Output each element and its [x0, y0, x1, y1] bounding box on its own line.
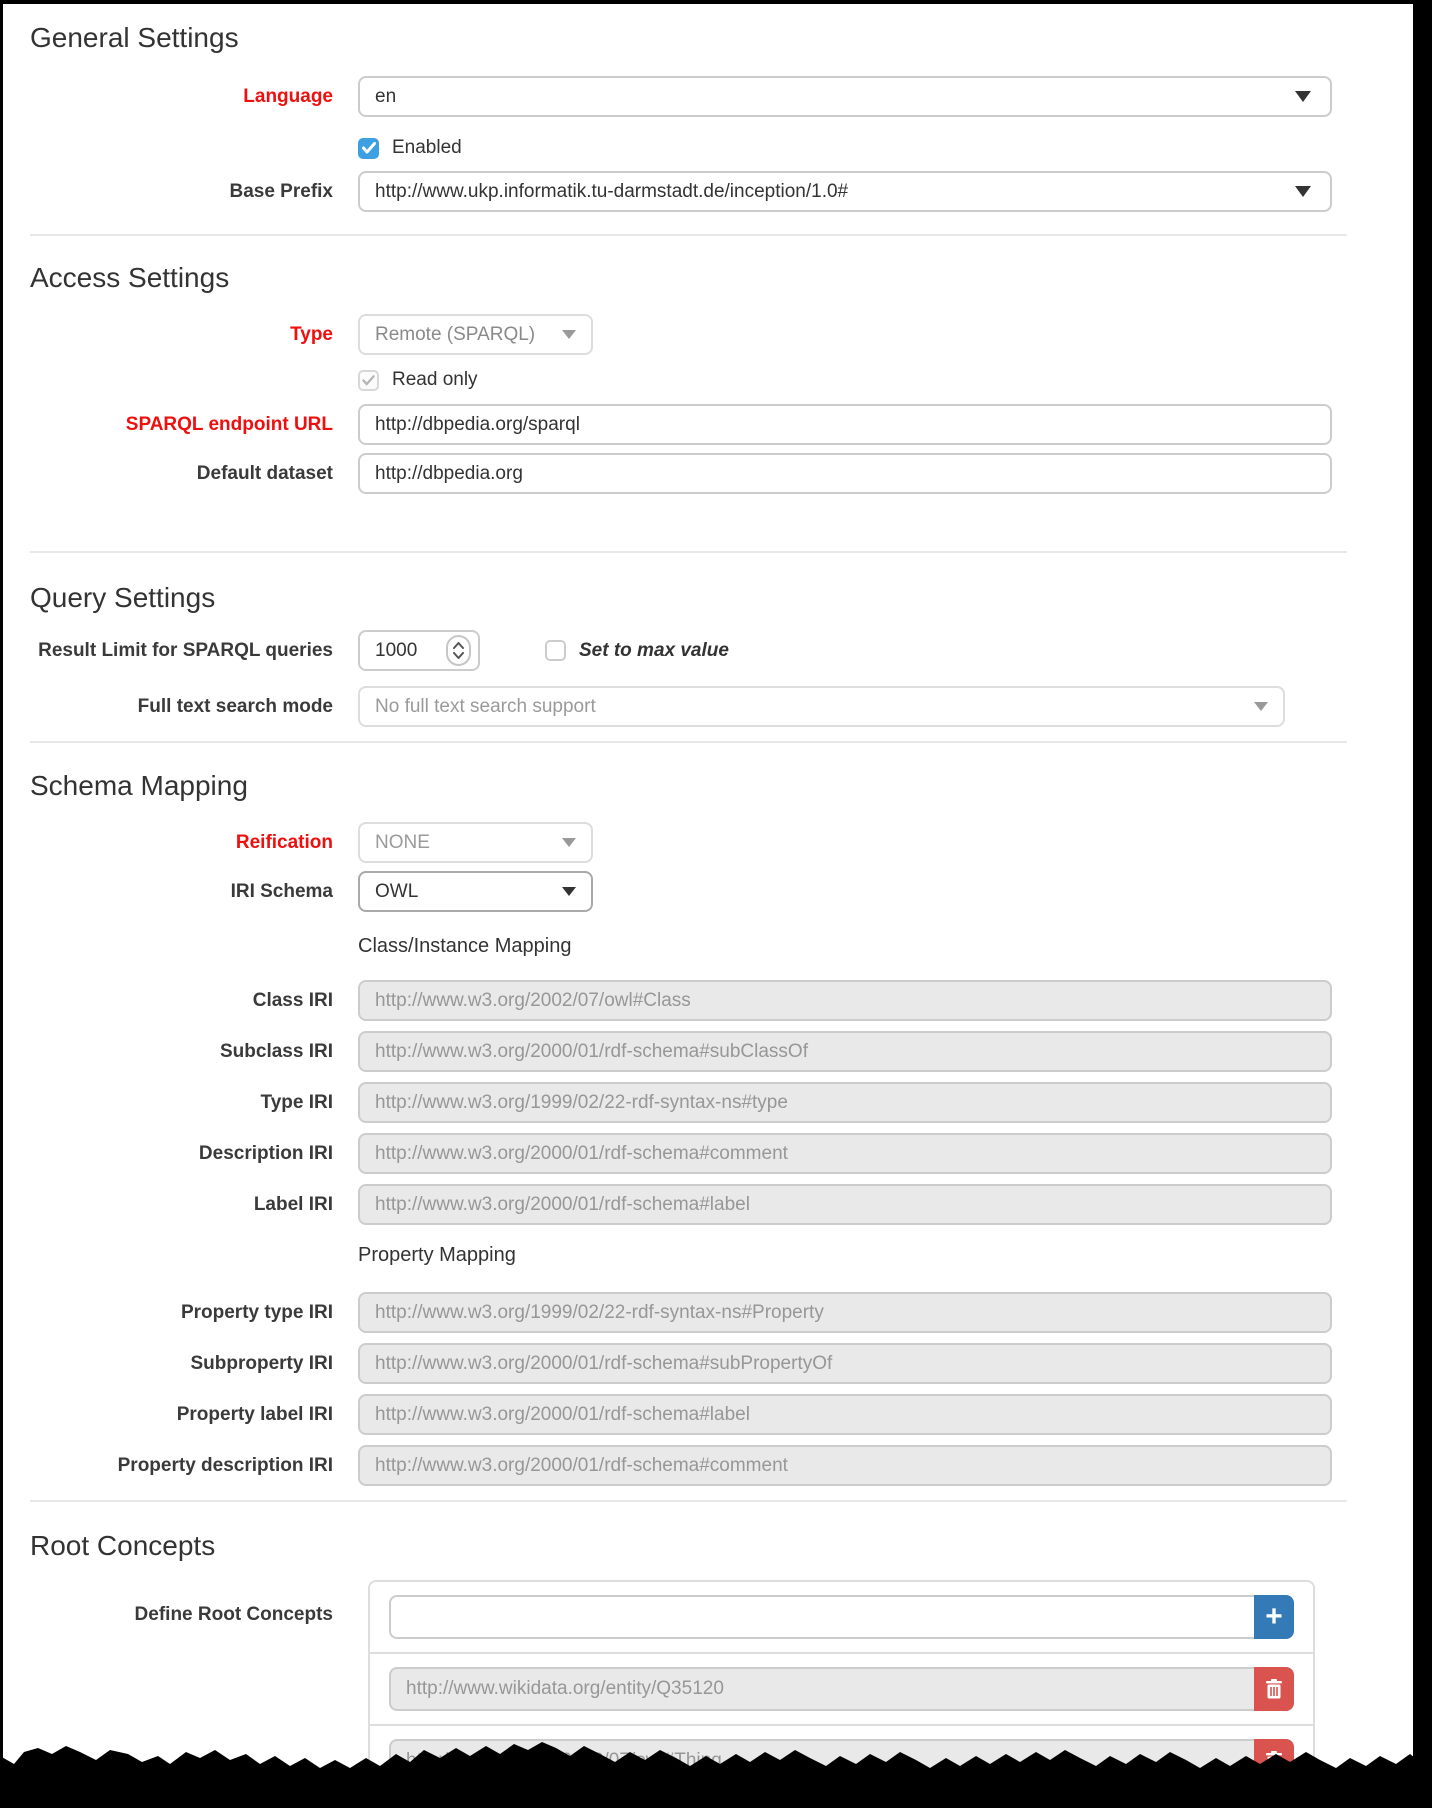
property-label-iri-row [30, 1394, 1317, 1435]
trash-icon [1264, 1678, 1284, 1700]
root-concept-new-input[interactable] [389, 1595, 1254, 1639]
base-prefix-label: Base Prefix [229, 180, 333, 202]
root-concept-item-row [370, 1652, 1313, 1724]
caret-down-icon [562, 330, 576, 339]
property-description-iri-row [30, 1445, 1317, 1486]
reification-row [30, 822, 1317, 863]
type-select[interactable] [358, 314, 593, 355]
caret-down-icon [1254, 702, 1268, 711]
set-max-checkbox-label: Set to max value [579, 639, 729, 661]
dataset-input[interactable] [358, 453, 1332, 494]
iri-schema-select[interactable] [358, 871, 593, 912]
property-description-iri-input [358, 1445, 1332, 1486]
fts-label: Full text search mode [137, 695, 333, 717]
language-label: Language [243, 85, 333, 107]
subproperty-iri-label: Subproperty IRI [190, 1352, 333, 1374]
language-input[interactable] [358, 76, 1332, 117]
add-root-concept-button[interactable] [1254, 1595, 1294, 1639]
language-row [30, 76, 1317, 117]
property-mapping-subheading: Property Mapping [358, 1244, 516, 1266]
endpoint-input[interactable] [358, 404, 1332, 445]
type-row [30, 314, 1317, 355]
property-label-iri-label: Property label IRI [176, 1403, 333, 1425]
screenshot-border-top [0, 0, 1432, 4]
section-divider [30, 551, 1347, 553]
endpoint-row [30, 404, 1317, 445]
result-limit-row [30, 630, 1317, 671]
type-iri-row [30, 1082, 1317, 1123]
property-type-iri-label: Property type IRI [180, 1301, 333, 1323]
description-iri-row [30, 1133, 1317, 1174]
root-concept-new-row [370, 1582, 1313, 1652]
torn-edge [0, 1738, 1432, 1808]
screenshot-border-left [0, 0, 3, 1808]
chevron-down-icon [453, 652, 464, 659]
enabled-checkbox-label: Enabled [392, 137, 462, 158]
class-iri-input [358, 980, 1332, 1021]
plus-icon: + [1265, 1600, 1283, 1633]
delete-root-concept-button[interactable] [1254, 1667, 1294, 1711]
checkmark-icon [362, 142, 376, 154]
property-type-iri-row [30, 1292, 1317, 1333]
fts-select-value: No full text search support [375, 695, 596, 717]
description-iri-input [358, 1133, 1332, 1174]
label-iri-label: Label IRI [253, 1193, 333, 1215]
type-select-value: Remote (SPARQL) [375, 323, 536, 345]
root-concept-value-input [389, 1667, 1254, 1711]
description-iri-label: Description IRI [198, 1142, 333, 1164]
type-label: Type [290, 323, 333, 345]
subclass-iri-label: Subclass IRI [220, 1040, 333, 1062]
enabled-row [30, 137, 1317, 159]
endpoint-label: SPARQL endpoint URL [125, 413, 333, 435]
result-limit-stepper[interactable] [358, 630, 480, 671]
class-iri-row [30, 980, 1317, 1021]
checkmark-icon [362, 375, 375, 386]
reification-select[interactable] [358, 822, 593, 863]
language-combobox[interactable] [358, 76, 1332, 117]
label-iri-row [30, 1184, 1317, 1225]
property-label-iri-input [358, 1394, 1332, 1435]
access-settings-heading: Access Settings [30, 262, 230, 293]
caret-down-icon [562, 838, 576, 847]
set-max-checkbox[interactable] [545, 640, 566, 661]
iri-schema-row [30, 871, 1317, 912]
spinner-arrows-icon[interactable] [446, 635, 471, 666]
fts-row [30, 686, 1317, 727]
dataset-row [30, 453, 1317, 494]
general-settings-heading: General Settings [30, 22, 239, 53]
enabled-checkbox[interactable] [358, 138, 379, 159]
query-settings-heading: Query Settings [30, 582, 216, 613]
reification-label: Reification [235, 831, 333, 853]
iri-schema-label: IRI Schema [230, 880, 333, 902]
result-limit-label: Result Limit for SPARQL queries [38, 639, 333, 661]
property-description-iri-label: Property description IRI [117, 1454, 333, 1476]
section-divider [30, 1500, 1347, 1502]
section-divider [30, 741, 1347, 743]
type-iri-label: Type IRI [260, 1091, 333, 1113]
base-prefix-combobox[interactable] [358, 171, 1332, 212]
subproperty-iri-input [358, 1343, 1332, 1384]
reification-select-value: NONE [375, 831, 430, 853]
caret-down-icon[interactable] [1295, 91, 1311, 102]
class-iri-label: Class IRI [252, 989, 333, 1011]
section-divider [30, 234, 1347, 236]
subclass-iri-row [30, 1031, 1317, 1072]
define-root-concepts-label: Define Root Concepts [134, 1604, 333, 1625]
read-only-row [30, 369, 1317, 391]
read-only-checkbox[interactable] [358, 370, 379, 391]
chevron-up-icon [453, 642, 464, 649]
base-prefix-input[interactable] [358, 171, 1332, 212]
iri-schema-select-value: OWL [375, 880, 419, 902]
root-concepts-heading: Root Concepts [30, 1530, 216, 1561]
class-mapping-subheading: Class/Instance Mapping [358, 935, 572, 957]
subclass-iri-input [358, 1031, 1332, 1072]
label-iri-input [358, 1184, 1332, 1225]
screenshot-border-right [1413, 0, 1432, 1808]
caret-down-icon [562, 887, 576, 896]
base-prefix-row [30, 171, 1317, 212]
dataset-label: Default dataset [196, 462, 333, 484]
read-only-checkbox-label: Read only [392, 369, 478, 390]
caret-down-icon[interactable] [1295, 186, 1311, 197]
schema-mapping-heading: Schema Mapping [30, 770, 248, 801]
fts-select[interactable] [358, 686, 1285, 727]
property-type-iri-input [358, 1292, 1332, 1333]
type-iri-input [358, 1082, 1332, 1123]
subproperty-iri-row [30, 1343, 1317, 1384]
